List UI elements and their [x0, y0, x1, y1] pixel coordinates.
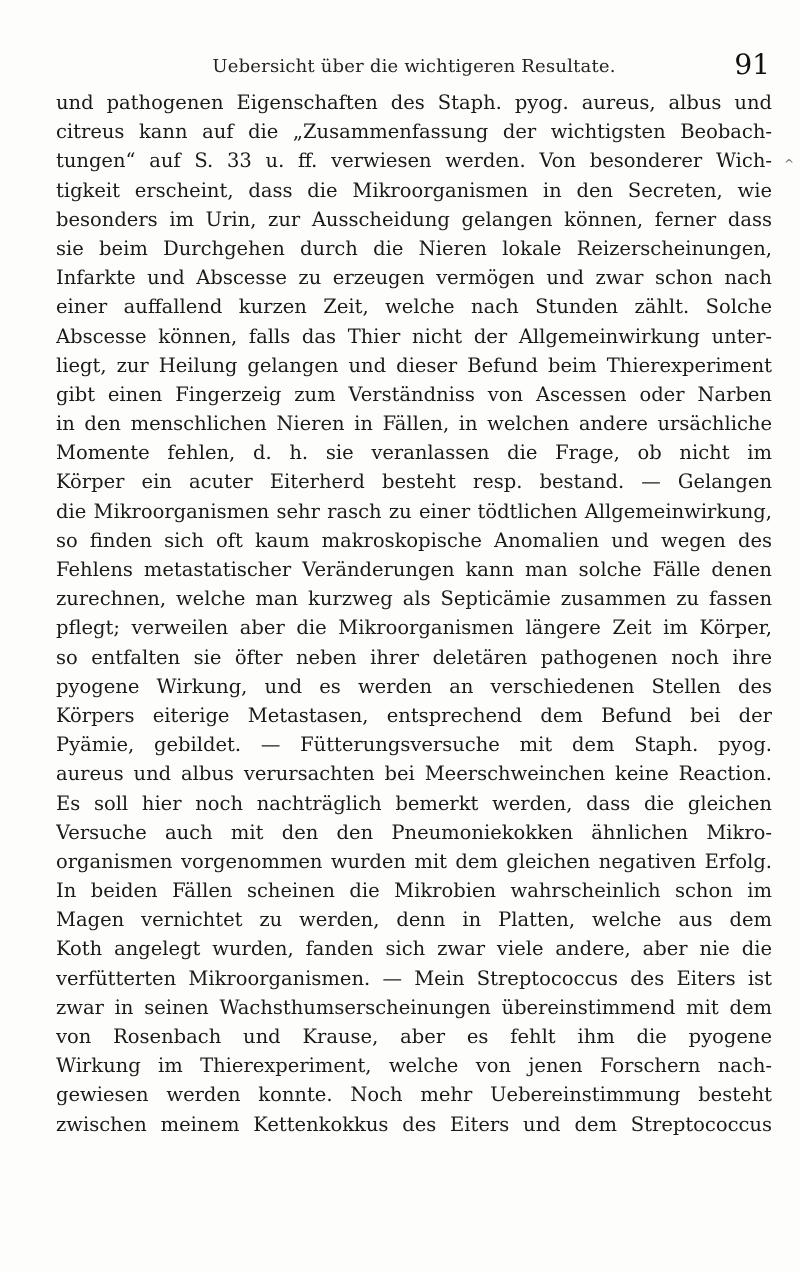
text-line: zurechnen, welche man kurzweg als Septicämie zusammen zu fassen [56, 587, 772, 611]
text-line: pyogene Wirkung, und es werden an verschiedenen Stellen des [56, 674, 772, 698]
text-line: Koth angelegt wurden, fanden sich zwar viele andere, aber nie die [56, 937, 772, 961]
text-line: so entfalten sie öfter neben ihrer deletären pathogenen noch ihre [56, 645, 772, 669]
text-line: Infarkte und Abscesse zu erzeugen vermögen und zwar schon nach [56, 266, 772, 290]
text-line: die Mikroorganismen sehr rasch zu einer tödtlichen Allgemeinwirkung, [56, 499, 772, 523]
text-line: Versuche auch mit den den Pneumoniekokken ähnlichen Mikro- [56, 820, 772, 844]
text-line: von Rosenbach und Krause, aber es fehlt ihm die pyogene [56, 1025, 772, 1048]
text-line: Pyämie, gebildet. — Fütterungsversuche mit dem Staph. pyog. [56, 733, 772, 757]
text-line: liegt, zur Heilung gelangen und dieser Befund beim Thierexperiment [56, 353, 772, 377]
text-line: Momente fehlen, d. h. sie veranlassen die Frage, ob nicht im [56, 441, 772, 465]
text-line: Wirkung im Thierexperiment, welche von jenen Forschern nach- [56, 1054, 772, 1078]
text-line: pflegt; verweilen aber die Mikroorganismen längere Zeit im Körper, [56, 616, 772, 640]
text-line: zwar in seinen Wachsthumserscheinungen übereinstimmend mit dem [56, 995, 772, 1019]
text-line: Es soll hier noch nachträglich bemerkt werden, dass die gleichen [56, 791, 772, 815]
text-line: In beiden Fällen scheinen die Mikrobien wahrscheinlich schon im [56, 879, 772, 903]
text-line: organismen vorgenommen wurden mit dem gleichen negativen Erfolg. [56, 849, 772, 873]
text-line: sie beim Durchgehen durch die Nieren lokale Reizerscheinungen, [56, 236, 772, 260]
page-number: 91 [734, 48, 770, 81]
text-line: so finden sich oft kaum makroskopische Anomalien und wegen des [56, 528, 772, 552]
text-line: besonders im Urin, zur Ausscheidung gelangen können, ferner dass [56, 207, 772, 231]
text-line: verfütterten Mikroorganismen. — Mein Streptococcus des Eiters ist [56, 966, 772, 990]
margin-mark: ^ [784, 157, 795, 171]
text-line: gibt einen Fingerzeig zum Verständniss von Ascessen oder Narben [56, 382, 772, 406]
text-line: tungen“ auf S. 33 u. ff. verwiesen werden. Von besonderer Wich- [56, 149, 772, 173]
text-line: tigkeit erscheint, dass die Mikroorganismen in den Secreten, wie [56, 178, 772, 202]
text-line: und pathogenen Eigenschaften des Staph. pyog. aureus, albus und [56, 91, 772, 114]
text-line: Abscesse können, falls das Thier nicht der Allgemeinwirkung unter- [56, 324, 772, 348]
running-head [58, 48, 770, 86]
text-line: Fehlens metastatischer Veränderungen kann man solche Fälle denen [56, 558, 772, 581]
text-line: gewiesen werden konnte. Noch mehr Uebereinstimmung besteht [56, 1083, 772, 1107]
text-line: Körper ein acuter Eiterherd besteht resp. bestand. — Gelangen [56, 470, 772, 494]
text-line: einer auffallend kurzen Zeit, welche nach Stunden zählt. Solche [56, 295, 772, 319]
text-line: Körpers eiterige Metastasen, entsprechend dem Befund bei der [56, 703, 772, 727]
text-line: aureus und albus verursachten bei Meerschweinchen keine Reaction. [56, 762, 772, 786]
text-line: citreus kann auf die „Zusammenfassung der wichtigsten Beobach- [56, 120, 772, 144]
body-text [56, 88, 772, 1139]
text-line: in den menschlichen Nieren in Fällen, in welchen andere ursächliche [56, 412, 772, 436]
running-title: Uebersicht über die wichtigeren Resultate. [212, 56, 616, 77]
text-line: zwischen meinem Kettenkokkus des Eiters und dem Streptococcus [56, 1112, 772, 1136]
text-line: Magen vernichtet zu werden, denn in Platten, welche aus dem [56, 908, 772, 932]
